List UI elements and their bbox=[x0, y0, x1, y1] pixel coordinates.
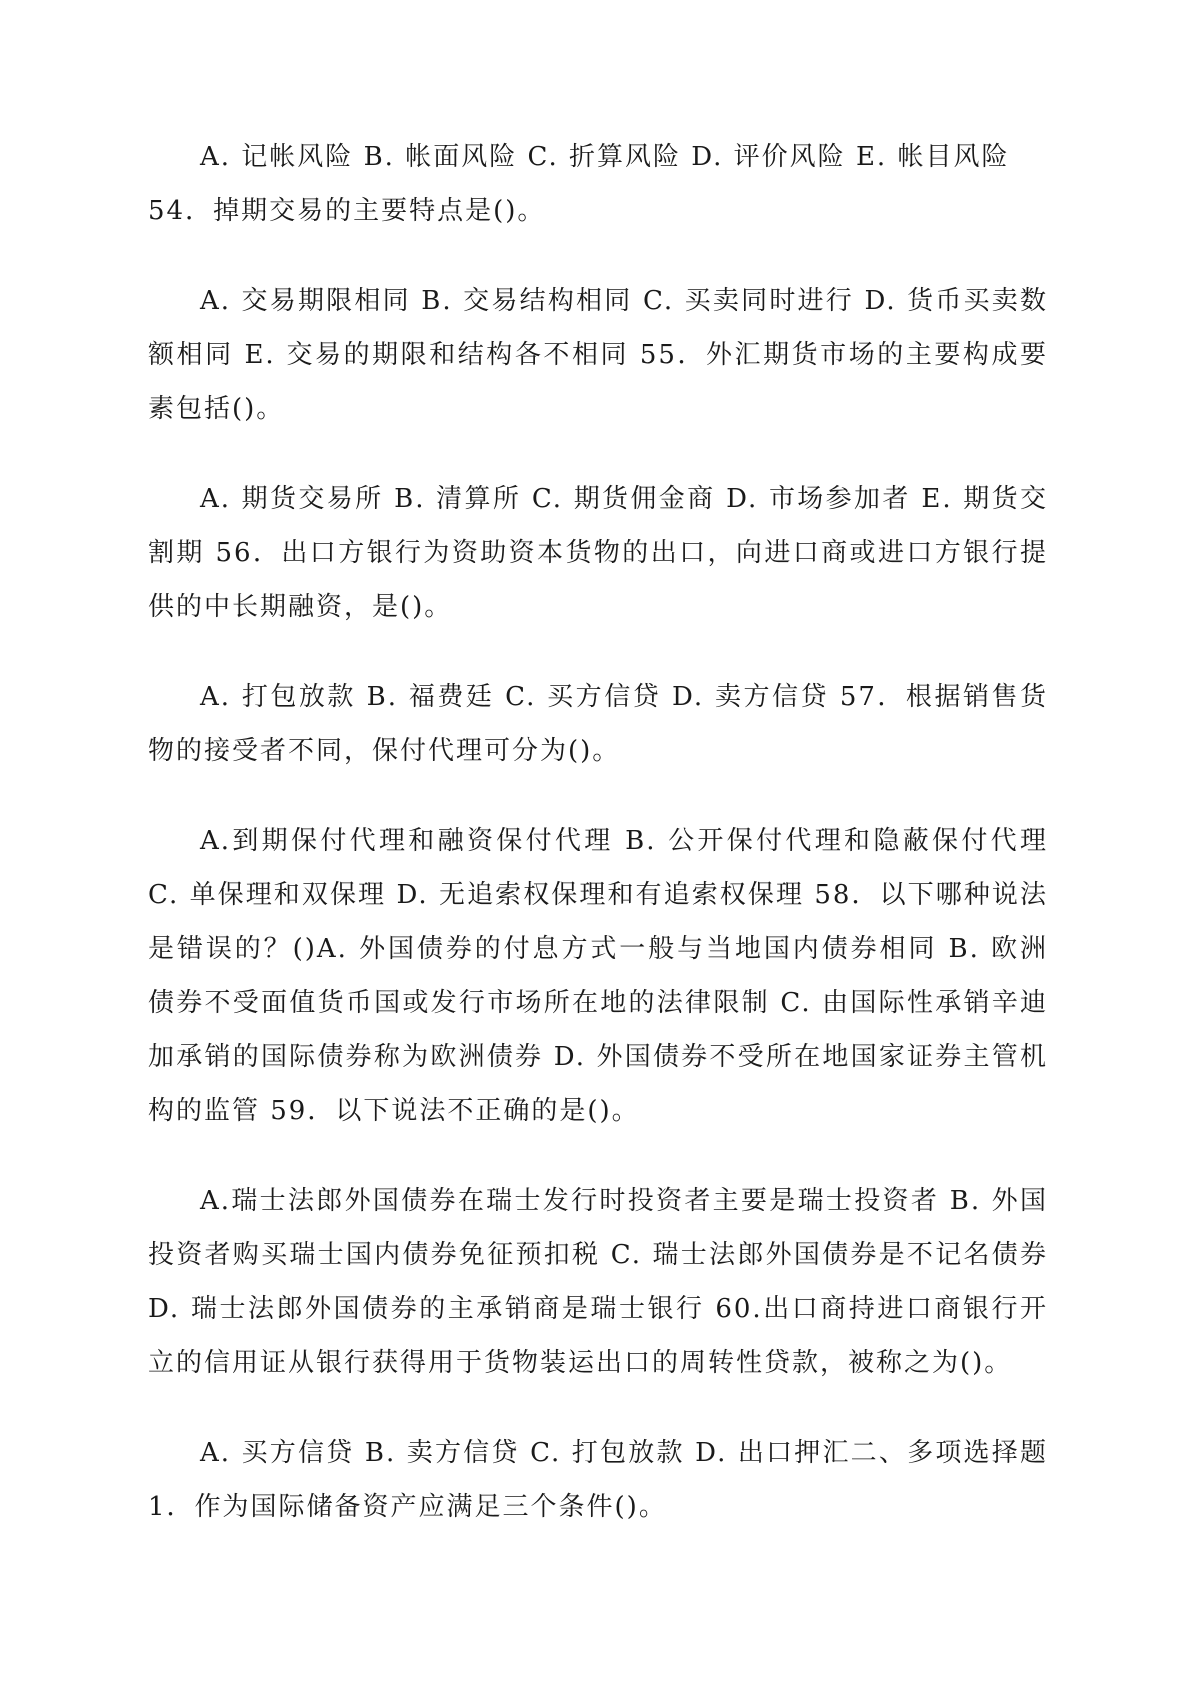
paragraph-options-56-question-57: A. 打包放款 B. 福费廷 C. 买方信贷 D. 卖方信贷 57．根据销售货物的接受者不同，保付代理可分为()。 bbox=[148, 682, 1048, 766]
paragraph-options-54-question-55: A. 交易期限相同 B. 交易结构相同 C. 买卖同时进行 D. 货币买卖数额相同 E. 交易的期限和结构各不相同 55．外汇期货市场的主要构成要素包括()。 bbox=[148, 286, 1048, 424]
paragraph-options-53: A. 记帐风险 B. 帐面风险 C. 折算风险 D. 评价风险 E. 帐目风险 bbox=[200, 142, 1010, 172]
paragraph-options-60-multi-choice-1: A. 买方信贷 B. 卖方信贷 C. 打包放款 D. 出口押汇二、多项选择题 1．作为国际储备资产应满足三个条件()。 bbox=[148, 1438, 1048, 1522]
paragraph-options-57-question-58-59: A.到期保付代理和融资保付代理 B. 公开保付代理和隐蔽保付代理 C. 单保理和双保理 D. 无追索权保理和有追索权保理 58．以下哪种说法是错误的？()A. 外国债券的付息方式一般与当地国内债券相同 B. 欧洲债券不受面值货币国或发行市场所在地的法律限制 C. 由国际性承销辛迪加承销的国际债券称为欧洲债券 D. 外国债券不受所在地国家证券主管机构的监管 59．以下说法不正确的是()。 bbox=[148, 826, 1048, 1126]
document-page bbox=[148, 130, 1048, 1570]
paragraph-options-59-question-60: A.瑞士法郎外国债券在瑞士发行时投资者主要是瑞士投资者 B. 外国投资者购买瑞士国内债券免征预扣税 C. 瑞士法郎外国债券是不记名债券 D. 瑞士法郎外国债券的主承销商是瑞士银行 60.出口商持进口商银行开立的信用证从银行获得用于货物装运出口的周转性贷款，被称之为()。 bbox=[148, 1186, 1048, 1378]
paragraph-question-54: 54．掉期交易的主要特点是()。 bbox=[148, 196, 546, 226]
paragraph-options-55-question-56: A. 期货交易所 B. 清算所 C. 期货佣金商 D. 市场参加者 E. 期货交割期 56．出口方银行为资助资本货物的出口，向进口商或进口方银行提供的中长期融资，是()。 bbox=[148, 484, 1048, 622]
